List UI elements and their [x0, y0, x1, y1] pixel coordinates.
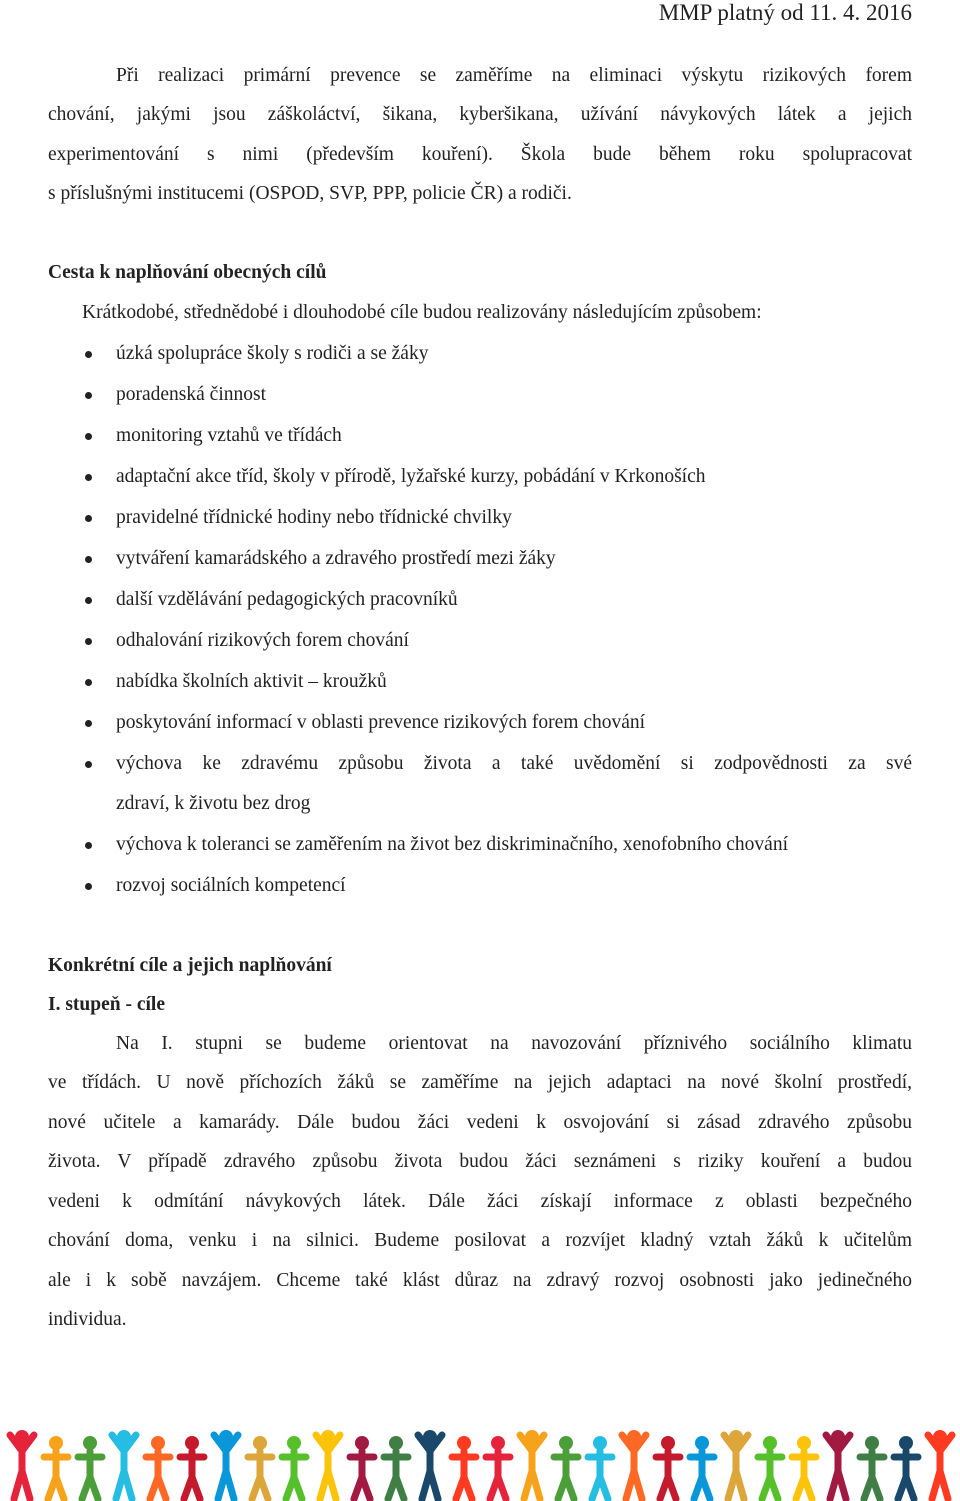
child-figure-icon [656, 1436, 680, 1499]
child-figure-icon [282, 1436, 306, 1499]
intro-line: chování, jakými jsou záškoláctví, šikana, kyberšikana, užívání návykových látek a jejich [48, 104, 912, 125]
list-item: adaptační akce tříd, školy v přírodě, lyžařské kurzy, pobádání v Krkonoších [116, 457, 912, 497]
paragraph-line: života. V případě zdravého způsobu života budou žáci seznámeni s riziky kouření a budou [48, 1151, 912, 1172]
child-figure-icon [180, 1436, 204, 1499]
section-lead: Krátkodobé, střednědobé i dlouhodobé cíle budou realizovány následujícím způsobem: [82, 302, 762, 323]
list-item: rozvoj sociálních kompetencí [116, 866, 912, 906]
section-heading: Konkrétní cíle a jejich naplňování [48, 955, 332, 976]
child-figure-icon [214, 1430, 238, 1499]
list-item: monitoring vztahů ve třídách [116, 416, 912, 456]
child-figure-icon [350, 1436, 374, 1499]
child-figure-icon [622, 1430, 646, 1499]
paragraph-line: ale i k sobě navzájem. Chceme také klást důraz na zdravý rozvoj osobnosti jako jedinečného [48, 1270, 912, 1291]
list-item: vytváření kamarádského a zdravého prostředí mezi žáky [116, 539, 912, 579]
list-item: úzká spolupráce školy s rodiči a se žáky [116, 334, 912, 374]
child-figure-icon [520, 1430, 544, 1499]
child-figure-icon [316, 1430, 340, 1499]
child-figure-icon [78, 1436, 102, 1499]
child-figure-icon [690, 1436, 714, 1499]
paragraph-line: chování doma, venku i na silnici. Budeme posilovat a rozvíjet kladný vztah žáků k učitelům [48, 1230, 912, 1251]
paragraph-line: nové učitele a kamarády. Dále budou žáci vedeni k osvojování si zásad zdravého způsobu [48, 1112, 912, 1133]
child-figure-icon [894, 1436, 918, 1499]
paragraph-line: ve třídách. U nově příchozích žáků se zaměříme na jejich adaptaci na nové školní prostředí, [48, 1072, 912, 1093]
child-figure-icon [826, 1430, 850, 1499]
intro-line: s příslušnými institucemi (OSPOD, SVP, PPP, policie ČR) a rodiči. [48, 183, 572, 204]
child-figure-icon [758, 1436, 782, 1499]
intro-line: experimentování s nimi (především kouření). Škola bude během roku spolupracovat [48, 144, 912, 165]
document-header: MMP platný od 11. 4. 2016 [658, 0, 912, 25]
intro-line: Při realizaci primární prevence se zaměříme na eliminaci výskytu rizikových forem [116, 65, 912, 86]
child-figure-icon [928, 1430, 952, 1499]
child-figure-icon [588, 1436, 612, 1499]
child-figure-icon [792, 1436, 816, 1499]
list-item: pravidelné třídnické hodiny nebo třídnické chvilky [116, 498, 912, 538]
list-item: výchova k toleranci se zaměřením na život bez diskriminačního, xenofobního chování [116, 825, 912, 865]
child-figure-icon [248, 1436, 272, 1499]
paragraph-line: individua. [48, 1309, 127, 1330]
list-item-continuation: zdraví, k životu bez drog [116, 793, 311, 814]
child-figure-icon [384, 1436, 408, 1499]
list-item: poskytování informací v oblasti prevence rizikových forem chování [116, 703, 912, 743]
paragraph-line: vedeni k odmítání návykových látek. Dále žáci získají informace z oblasti bezpečného [48, 1191, 912, 1212]
section-subheading: I. stupeň - cíle [48, 994, 165, 1015]
child-figure-icon [146, 1436, 170, 1499]
child-figure-icon [452, 1436, 476, 1499]
list-item: nabídka školních aktivit – kroužků [116, 662, 912, 702]
child-figure-icon [418, 1430, 442, 1499]
list-item: odhalování rizikových forem chování [116, 621, 912, 661]
list-item: další vzdělávání pedagogických pracovníků [116, 580, 912, 620]
child-figure-icon [554, 1436, 578, 1499]
list-item: poradenská činnost [116, 375, 912, 415]
child-figure-icon [10, 1430, 34, 1499]
child-figure-icon [44, 1436, 68, 1499]
child-figure-icon [860, 1436, 884, 1499]
section-heading: Cesta k naplňování obecných cílů [48, 262, 327, 283]
child-figure-icon [724, 1430, 748, 1499]
child-figure-icon [486, 1436, 510, 1499]
list-item: výchova ke zdravému způsobu života a také uvědomění si zodpovědnosti za své [116, 744, 912, 784]
footer-children-figures [0, 1421, 960, 1501]
paragraph-line: Na I. stupni se budeme orientovat na navozování příznivého sociálního klimatu [116, 1033, 912, 1054]
child-figure-icon [112, 1430, 136, 1499]
